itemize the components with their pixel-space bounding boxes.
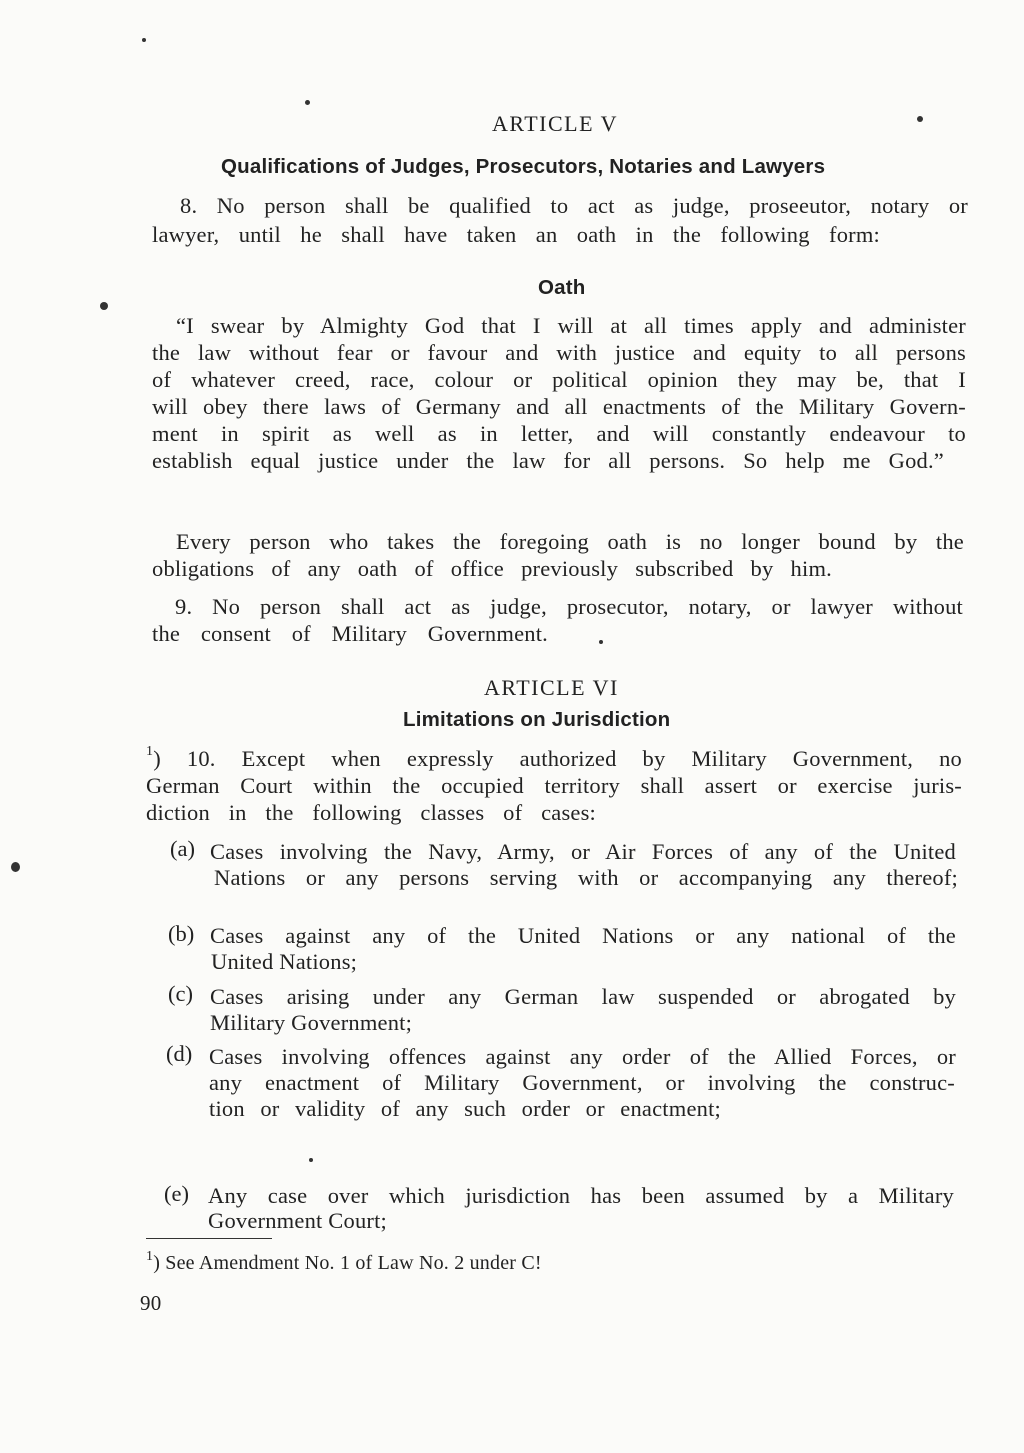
oath-line-2: the law without fear or favour and with justice and equity to all persons [152, 340, 966, 365]
footnote [146, 1250, 542, 1277]
article-6-title: Limitations on Jurisdiction [403, 708, 671, 731]
item-c-line-1: Cases arising under any German law suspended or abrogated by [210, 984, 956, 1009]
article-5-title: Qualifications of Judges, Prosecutors, Notaries and Lawyers [221, 155, 826, 178]
item-e-label: (e) [164, 1181, 189, 1206]
item-e-line-2: Government Court; [208, 1208, 387, 1233]
item-c-label: (c) [168, 981, 193, 1006]
scan-speck [309, 1158, 313, 1162]
page-number: 90 [140, 1291, 162, 1315]
footnote-marker: 1 [146, 1249, 154, 1264]
oath-line-3: of whatever creed, race, colour or political opinion they may be, that I [152, 367, 966, 392]
para-8-line-2: lawyer, until he shall have taken an oath in the following form: [152, 222, 880, 247]
para-10-line-1-text: ) 10. Except when expressly authorized by Military Government, no [153, 746, 962, 771]
after-oath-line-1: Every person who takes the foregoing oath is no longer bound by the [176, 529, 964, 554]
item-d-line-1: Cases involving offences against any order of the Allied Forces, or [209, 1044, 956, 1069]
item-a-label: (a) [170, 836, 195, 861]
para-9-line-2: the consent of Military Government. [152, 621, 548, 646]
para-10-line-3: diction in the following classes of cases: [146, 800, 596, 825]
article-6-heading: ARTICLE VI [484, 675, 619, 700]
item-d-label: (d) [166, 1041, 193, 1066]
para-10-line-2: German Court within the occupied territory shall assert or exercise juris- [146, 773, 962, 798]
scan-speck [305, 100, 310, 105]
item-a-line-1: Cases involving the Navy, Army, or Air Forces of any of the United [210, 839, 956, 864]
scan-speck [142, 38, 146, 42]
para-8-line-1: 8. No person shall be qualified to act as judge, proseeutor, notary or [180, 193, 968, 218]
scan-speck [100, 302, 108, 310]
scan-speck [11, 862, 20, 872]
item-b-label: (b) [168, 921, 195, 946]
para-10-line-1 [146, 745, 962, 772]
oath-line-5: ment in spirit as well as in letter, and will constantly endeavour to [152, 421, 966, 446]
item-d-line-3: tion or validity of any such order or enactment; [209, 1096, 721, 1121]
article-5-heading: ARTICLE V [492, 111, 619, 136]
item-a-line-2: Nations or any persons serving with or accompanying any thereof; [214, 865, 958, 890]
scan-speck [917, 116, 923, 122]
item-c-line-2: Military Government; [210, 1010, 413, 1035]
para-9-line-1: 9. No person shall act as judge, prosecutor, notary, or lawyer without [175, 594, 963, 619]
item-b-line-2: United Nations; [211, 949, 358, 974]
item-e-line-1: Any case over which jurisdiction has been assumed by a Military [208, 1183, 954, 1208]
footnote-text: ) See Amendment No. 1 of Law No. 2 under C! [153, 1252, 542, 1274]
oath-line-6: establish equal justice under the law for all persons. So help me God.” [152, 448, 944, 473]
oath-title: Oath [538, 276, 586, 299]
after-oath-line-2: obligations of any oath of office previously subscribed by him. [152, 556, 832, 581]
para-10-footnote-marker: 1 [146, 744, 154, 759]
footnote-rule [146, 1238, 272, 1239]
oath-line-4: will obey there laws of Germany and all enactments of the Military Govern- [152, 394, 966, 419]
scan-speck [599, 640, 603, 644]
item-b-line-1: Cases against any of the United Nations or any national of the [210, 923, 956, 948]
oath-line-1: “I swear by Almighty God that I will at all times apply and administer [176, 313, 966, 338]
item-d-line-2: any enactment of Military Government, or involving the construc- [209, 1070, 955, 1095]
